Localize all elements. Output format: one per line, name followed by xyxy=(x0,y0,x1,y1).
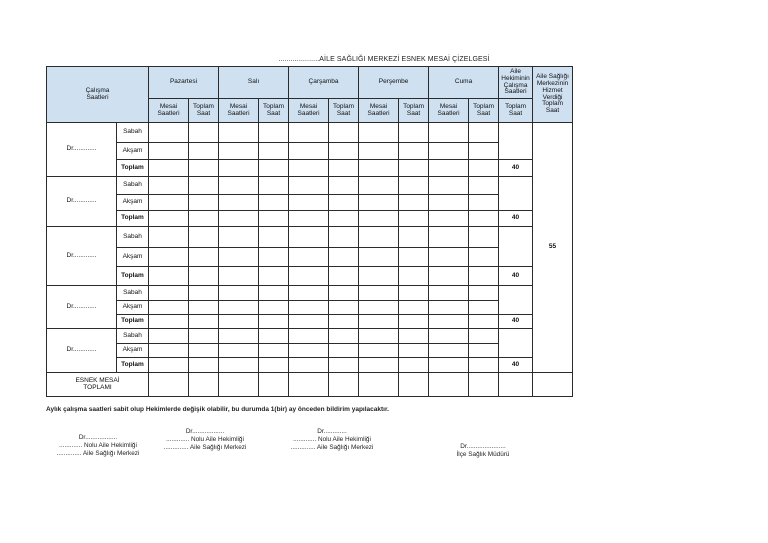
header-text-line: Mesai xyxy=(159,102,178,110)
doctor-name: Dr............. xyxy=(47,123,117,177)
schedule-cell[interactable] xyxy=(329,286,359,301)
hekim-hours-cell[interactable] xyxy=(499,286,533,315)
schedule-cell[interactable] xyxy=(469,344,499,358)
schedule-cell[interactable] xyxy=(149,344,189,358)
sabah-label: Sabah xyxy=(117,329,149,344)
signature-line: Dr............. xyxy=(317,428,347,435)
weekly-hours-total: 40 xyxy=(499,160,533,177)
esnek-cell[interactable] xyxy=(399,373,429,397)
schedule-cell[interactable] xyxy=(259,358,289,373)
schedule-cell[interactable] xyxy=(259,177,289,195)
esnek-cell[interactable] xyxy=(189,373,219,397)
schedule-cell[interactable] xyxy=(149,143,189,160)
toplam-saat-subheader xyxy=(399,99,429,123)
toplam-label: Toplam xyxy=(117,211,149,227)
table-row xyxy=(47,67,573,99)
schedule-cell[interactable] xyxy=(359,329,399,344)
schedule-cell[interactable] xyxy=(219,123,259,143)
toplam-saat-subheader xyxy=(469,99,499,123)
schedule-cell[interactable] xyxy=(259,344,289,358)
sabah-label: Sabah xyxy=(117,286,149,301)
table-row xyxy=(47,344,573,358)
schedule-cell[interactable] xyxy=(219,248,259,267)
header-text-line: Toplam xyxy=(193,102,214,110)
schedule-cell[interactable] xyxy=(429,227,469,248)
weekly-hours-total: 40 xyxy=(499,315,533,329)
schedule-cell[interactable] xyxy=(329,211,359,227)
header-text-line: Çalışma xyxy=(85,86,110,94)
schedule-cell[interactable] xyxy=(469,211,499,227)
toplam-label: Toplam xyxy=(117,160,149,177)
schedule-cell[interactable] xyxy=(469,160,499,177)
esnek-cell[interactable] xyxy=(429,373,469,397)
header-text-line: Toplam xyxy=(263,102,284,110)
esnek-merkez-cell[interactable] xyxy=(533,373,573,397)
schedule-cell[interactable] xyxy=(359,177,399,195)
schedule-cell[interactable] xyxy=(429,301,469,315)
schedule-cell[interactable] xyxy=(469,195,499,211)
schedule-cell[interactable] xyxy=(469,301,499,315)
calisma-saatleri-header xyxy=(47,67,149,123)
esnek-cell[interactable] xyxy=(259,373,289,397)
schedule-cell[interactable] xyxy=(219,301,259,315)
mesai-saatleri-subheader xyxy=(149,99,189,123)
schedule-cell[interactable] xyxy=(399,286,429,301)
schedule-cell[interactable] xyxy=(149,123,189,143)
schedule-cell[interactable] xyxy=(189,211,219,227)
table-row xyxy=(47,227,573,248)
header-text-line: Mesai xyxy=(299,102,318,110)
schedule-cell[interactable] xyxy=(429,248,469,267)
schedule-cell[interactable] xyxy=(329,315,359,329)
esnek-cell[interactable] xyxy=(469,373,499,397)
schedule-cell[interactable] xyxy=(149,248,189,267)
schedule-cell[interactable] xyxy=(329,329,359,344)
schedule-cell[interactable] xyxy=(429,315,469,329)
hekim-hours-cell[interactable] xyxy=(499,177,533,211)
schedule-cell[interactable] xyxy=(189,227,219,248)
day-header: Cuma xyxy=(429,67,499,99)
schedule-cell[interactable] xyxy=(149,227,189,248)
signature-line: Dr...................... xyxy=(460,443,506,450)
schedule-cell[interactable] xyxy=(189,301,219,315)
header-text-line: Saatleri xyxy=(157,109,180,117)
weekly-hours-total: 40 xyxy=(499,267,533,286)
schedule-cell[interactable] xyxy=(259,195,289,211)
schedule-cell[interactable] xyxy=(399,211,429,227)
schedule-cell[interactable] xyxy=(359,267,399,286)
schedule-cell[interactable] xyxy=(289,211,329,227)
schedule-cell[interactable] xyxy=(189,315,219,329)
schedule-cell[interactable] xyxy=(149,267,189,286)
schedule-cell[interactable] xyxy=(399,195,429,211)
schedule-cell[interactable] xyxy=(469,267,499,286)
doctor-name: Dr............. xyxy=(47,177,117,227)
day-header: Salı xyxy=(219,67,289,99)
table-row xyxy=(47,267,573,286)
schedule-cell[interactable] xyxy=(149,286,189,301)
schedule-cell[interactable] xyxy=(429,286,469,301)
schedule-cell[interactable] xyxy=(429,177,469,195)
schedule-cell[interactable] xyxy=(399,227,429,248)
header-text-line: Aile Sağlığı xyxy=(536,73,569,81)
hekim-hours-cell[interactable] xyxy=(499,123,533,160)
schedule-cell[interactable] xyxy=(359,143,399,160)
schedule-cell[interactable] xyxy=(259,211,289,227)
weekly-hours-total: 40 xyxy=(499,358,533,373)
schedule-cell[interactable] xyxy=(399,267,429,286)
esnek-cell[interactable] xyxy=(289,373,329,397)
schedule-cell[interactable] xyxy=(469,286,499,301)
signature-line: ............. Nolu Aile Hekimliği xyxy=(59,442,137,449)
signature-block-3 xyxy=(282,428,382,452)
schedule-cell[interactable] xyxy=(259,301,289,315)
schedule-cell[interactable] xyxy=(469,358,499,373)
toplam-saat-subheader xyxy=(499,99,533,123)
schedule-cell[interactable] xyxy=(329,301,359,315)
toplam-saat-subheader xyxy=(259,99,289,123)
schedule-cell[interactable] xyxy=(189,143,219,160)
day-header: Pazartesi xyxy=(149,67,219,99)
schedule-cell[interactable] xyxy=(429,195,469,211)
schedule-cell[interactable] xyxy=(189,195,219,211)
schedule-cell[interactable] xyxy=(259,248,289,267)
schedule-cell[interactable] xyxy=(289,267,329,286)
header-text-line: Saat xyxy=(476,109,491,117)
header-text-line: Hekiminin xyxy=(501,74,530,82)
schedule-cell[interactable] xyxy=(289,195,329,211)
schedule-cell[interactable] xyxy=(399,123,429,143)
schedule-cell[interactable] xyxy=(329,195,359,211)
signature-line: .............. Aile Sağlığı Merkezi xyxy=(290,444,374,451)
header-text-line: Mesai xyxy=(439,102,458,110)
signature-line: .............. Aile Sağlığı Merkezi xyxy=(163,444,247,451)
hekim-hours-cell[interactable] xyxy=(499,227,533,267)
schedule-cell[interactable] xyxy=(189,358,219,373)
schedule-cell[interactable] xyxy=(399,301,429,315)
merkez-total-header xyxy=(533,67,573,123)
esnek-cell[interactable] xyxy=(329,373,359,397)
header-text-line: Saatleri xyxy=(367,109,390,117)
schedule-cell[interactable] xyxy=(149,160,189,177)
header-text-line: Hizmet xyxy=(542,86,563,94)
toplam-label: Toplam xyxy=(117,315,149,329)
doctor-name: Dr............. xyxy=(47,227,117,286)
header-text-line: Aile xyxy=(510,67,521,75)
aksam-label: Akşam xyxy=(117,143,149,160)
signature-line: .............. Aile Sağlığı Merkezi xyxy=(56,450,140,457)
schedule-cell[interactable] xyxy=(359,248,399,267)
schedule-cell[interactable] xyxy=(219,267,259,286)
table-row xyxy=(47,195,573,211)
table-row xyxy=(47,373,573,397)
schedule-cell[interactable] xyxy=(189,177,219,195)
header-text-line: TOPLAMI xyxy=(83,383,112,391)
hekim-hours-cell[interactable] xyxy=(499,329,533,358)
schedule-cell[interactable] xyxy=(469,123,499,143)
schedule-cell[interactable] xyxy=(219,344,259,358)
schedule-cell[interactable] xyxy=(219,358,259,373)
schedule-cell[interactable] xyxy=(289,329,329,344)
schedule-cell[interactable] xyxy=(189,286,219,301)
schedule-cell[interactable] xyxy=(429,267,469,286)
aksam-label: Akşam xyxy=(117,248,149,267)
schedule-cell[interactable] xyxy=(219,160,259,177)
schedule-cell[interactable] xyxy=(289,315,329,329)
schedule-cell[interactable] xyxy=(289,143,329,160)
toplam-label: Toplam xyxy=(117,267,149,286)
schedule-cell[interactable] xyxy=(289,344,329,358)
header-text-line: Saatleri xyxy=(86,93,109,101)
day-header: Perşembe xyxy=(359,67,429,99)
aksam-label: Akşam xyxy=(117,195,149,211)
schedule-cell[interactable] xyxy=(149,211,189,227)
schedule-cell[interactable] xyxy=(399,177,429,195)
schedule-cell[interactable] xyxy=(149,329,189,344)
schedule-cell[interactable] xyxy=(259,286,289,301)
esnek-cell[interactable] xyxy=(499,373,533,397)
schedule-cell[interactable] xyxy=(329,267,359,286)
schedule-cell[interactable] xyxy=(289,160,329,177)
table-row xyxy=(47,301,573,315)
table-row xyxy=(47,248,573,267)
header-text-line: Toplam xyxy=(542,100,564,108)
schedule-cell[interactable] xyxy=(399,344,429,358)
schedule-cell[interactable] xyxy=(289,248,329,267)
schedule-cell[interactable] xyxy=(429,143,469,160)
schedule-cell[interactable] xyxy=(289,177,329,195)
schedule-cell[interactable] xyxy=(219,286,259,301)
schedule-cell[interactable] xyxy=(289,301,329,315)
header-text-line: Çalışma xyxy=(503,81,528,89)
schedule-cell[interactable] xyxy=(359,123,399,143)
esnek-cell[interactable] xyxy=(359,373,399,397)
header-text-line: Toplam xyxy=(505,102,527,110)
esnek-cell[interactable] xyxy=(219,373,259,397)
schedule-cell[interactable] xyxy=(429,211,469,227)
aksam-label: Akşam xyxy=(117,301,149,315)
schedule-cell[interactable] xyxy=(359,358,399,373)
schedule-cell[interactable] xyxy=(329,143,359,160)
schedule-cell[interactable] xyxy=(149,301,189,315)
header-text-line: Saat xyxy=(545,107,560,115)
schedule-cell[interactable] xyxy=(149,358,189,373)
schedule-cell[interactable] xyxy=(329,160,359,177)
signature-line: Dr.................. xyxy=(185,428,225,435)
schedule-cell[interactable] xyxy=(329,123,359,143)
schedule-cell[interactable] xyxy=(329,177,359,195)
schedule-cell[interactable] xyxy=(289,286,329,301)
signature-line: ............. Nolu Aile Hekimliği xyxy=(293,436,371,443)
schedule-cell[interactable] xyxy=(189,248,219,267)
doctor-name: Dr............. xyxy=(47,286,117,329)
weekly-hours-total: 40 xyxy=(499,211,533,227)
schedule-cell[interactable] xyxy=(329,248,359,267)
header-text-line: Saat xyxy=(336,109,351,117)
schedule-cell[interactable] xyxy=(429,329,469,344)
table-row xyxy=(47,286,573,301)
header-text-line: Saat xyxy=(196,109,211,117)
header-text-line: Saatleri xyxy=(227,109,250,117)
schedule-cell[interactable] xyxy=(469,177,499,195)
table-row xyxy=(47,358,573,373)
table-row xyxy=(47,160,573,177)
signature-line: ............. Nolu Aile Hekimliği xyxy=(166,436,244,443)
sabah-label: Sabah xyxy=(117,227,149,248)
table-row xyxy=(47,315,573,329)
schedule-cell[interactable] xyxy=(429,160,469,177)
mesai-saatleri-subheader xyxy=(429,99,469,123)
esnek-cell[interactable] xyxy=(149,373,189,397)
schedule-cell[interactable] xyxy=(219,143,259,160)
table-row xyxy=(47,211,573,227)
signature-line: İlçe Sağlık Müdürü xyxy=(456,451,510,458)
header-text-line: Toplam xyxy=(403,102,425,110)
schedule-cell[interactable] xyxy=(469,315,499,329)
signature-block-1 xyxy=(50,434,146,458)
schedule-cell[interactable] xyxy=(219,315,259,329)
schedule-cell[interactable] xyxy=(399,160,429,177)
schedule-cell[interactable] xyxy=(429,358,469,373)
schedule-cell[interactable] xyxy=(399,329,429,344)
mesai-saatleri-subheader xyxy=(289,99,329,123)
header-text-line: Saat xyxy=(508,109,523,117)
schedule-cell[interactable] xyxy=(429,344,469,358)
schedule-cell[interactable] xyxy=(219,211,259,227)
signature-line: Dr.................. xyxy=(78,434,118,441)
header-text-line: Mesai xyxy=(369,102,388,110)
header-text-line: Saatleri xyxy=(297,109,320,117)
schedule-cell[interactable] xyxy=(359,195,399,211)
table-row xyxy=(47,177,573,195)
toplam-saat-subheader xyxy=(329,99,359,123)
mesai-saatleri-subheader xyxy=(359,99,399,123)
doctor-name: Dr............. xyxy=(47,329,117,373)
hekim-hours-header xyxy=(499,67,533,99)
schedule-cell[interactable] xyxy=(149,315,189,329)
schedule-cell[interactable] xyxy=(469,143,499,160)
schedule-cell[interactable] xyxy=(189,267,219,286)
header-text-line: Saatleri xyxy=(437,109,460,117)
schedule-cell[interactable] xyxy=(359,211,399,227)
toplam-saat-subheader xyxy=(189,99,219,123)
schedule-cell[interactable] xyxy=(359,301,399,315)
aksam-label: Akşam xyxy=(117,344,149,358)
schedule-cell[interactable] xyxy=(189,329,219,344)
schedule-cell[interactable] xyxy=(399,248,429,267)
schedule-cell[interactable] xyxy=(329,358,359,373)
schedule-cell[interactable] xyxy=(289,123,329,143)
schedule-cell[interactable] xyxy=(149,177,189,195)
schedule-cell[interactable] xyxy=(399,315,429,329)
schedule-cell[interactable] xyxy=(219,195,259,211)
schedule-cell[interactable] xyxy=(149,195,189,211)
schedule-cell[interactable] xyxy=(399,143,429,160)
sabah-label: Sabah xyxy=(117,123,149,143)
table-row xyxy=(47,143,573,160)
schedule-cell[interactable] xyxy=(259,143,289,160)
schedule-cell[interactable] xyxy=(189,344,219,358)
schedule-cell[interactable] xyxy=(259,227,289,248)
day-header: Çarşamba xyxy=(289,67,359,99)
header-text-line: Saat xyxy=(406,109,421,117)
form-title: ....................AİLE SAĞLIĞI MERKEZİ ESNEK MESAİ ÇİZELGESİ xyxy=(278,56,490,63)
schedule-cell[interactable] xyxy=(469,227,499,248)
schedule-cell[interactable] xyxy=(259,315,289,329)
schedule-cell[interactable] xyxy=(259,123,289,143)
schedule-cell[interactable] xyxy=(189,160,219,177)
schedule-cell[interactable] xyxy=(329,344,359,358)
signature-block-2 xyxy=(155,428,255,452)
header-text-line: Saatleri xyxy=(504,88,527,96)
schedule-cell[interactable] xyxy=(259,160,289,177)
schedule-cell[interactable] xyxy=(219,227,259,248)
table-row xyxy=(47,123,573,143)
schedule-cell[interactable] xyxy=(219,329,259,344)
schedule-cell[interactable] xyxy=(469,329,499,344)
esnek-mesai-toplami-label xyxy=(47,373,149,397)
header-text-line: Mesai xyxy=(229,102,248,110)
header-text-line: Merkezinin xyxy=(536,79,569,87)
schedule-cell[interactable] xyxy=(359,286,399,301)
schedule-cell[interactable] xyxy=(289,358,329,373)
schedule-cell[interactable] xyxy=(259,329,289,344)
schedule-cell[interactable] xyxy=(189,123,219,143)
schedule-cell[interactable] xyxy=(429,123,469,143)
signature-block-4 xyxy=(436,443,530,459)
header-text-line: Saat xyxy=(266,109,281,117)
schedule-cell[interactable] xyxy=(359,227,399,248)
schedule-cell[interactable] xyxy=(219,177,259,195)
schedule-cell[interactable] xyxy=(359,315,399,329)
center-total-hours: 55 xyxy=(533,123,573,373)
schedule-cell[interactable] xyxy=(359,160,399,177)
toplam-label: Toplam xyxy=(117,358,149,373)
header-text-line: Toplam xyxy=(473,102,495,110)
schedule-cell[interactable] xyxy=(359,344,399,358)
mesai-saatleri-subheader xyxy=(219,99,259,123)
header-text-line: Verdiği xyxy=(542,93,563,101)
schedule-cell[interactable] xyxy=(259,267,289,286)
sabah-label: Sabah xyxy=(117,177,149,195)
schedule-cell[interactable] xyxy=(469,248,499,267)
header-text-line: ESNEK MESAİ xyxy=(75,376,120,384)
header-text-line: Toplam xyxy=(333,102,355,110)
schedule-cell[interactable] xyxy=(329,227,359,248)
footnote: Aylık çalışma saatleri sabit olup Hekimlerde değişik olabilir, bu durumda 1(bir) ay önceden bildirim yapılacaktır. xyxy=(46,406,389,413)
schedule-table xyxy=(46,66,573,397)
schedule-cell[interactable] xyxy=(399,358,429,373)
table-row xyxy=(47,329,573,344)
schedule-cell[interactable] xyxy=(289,227,329,248)
